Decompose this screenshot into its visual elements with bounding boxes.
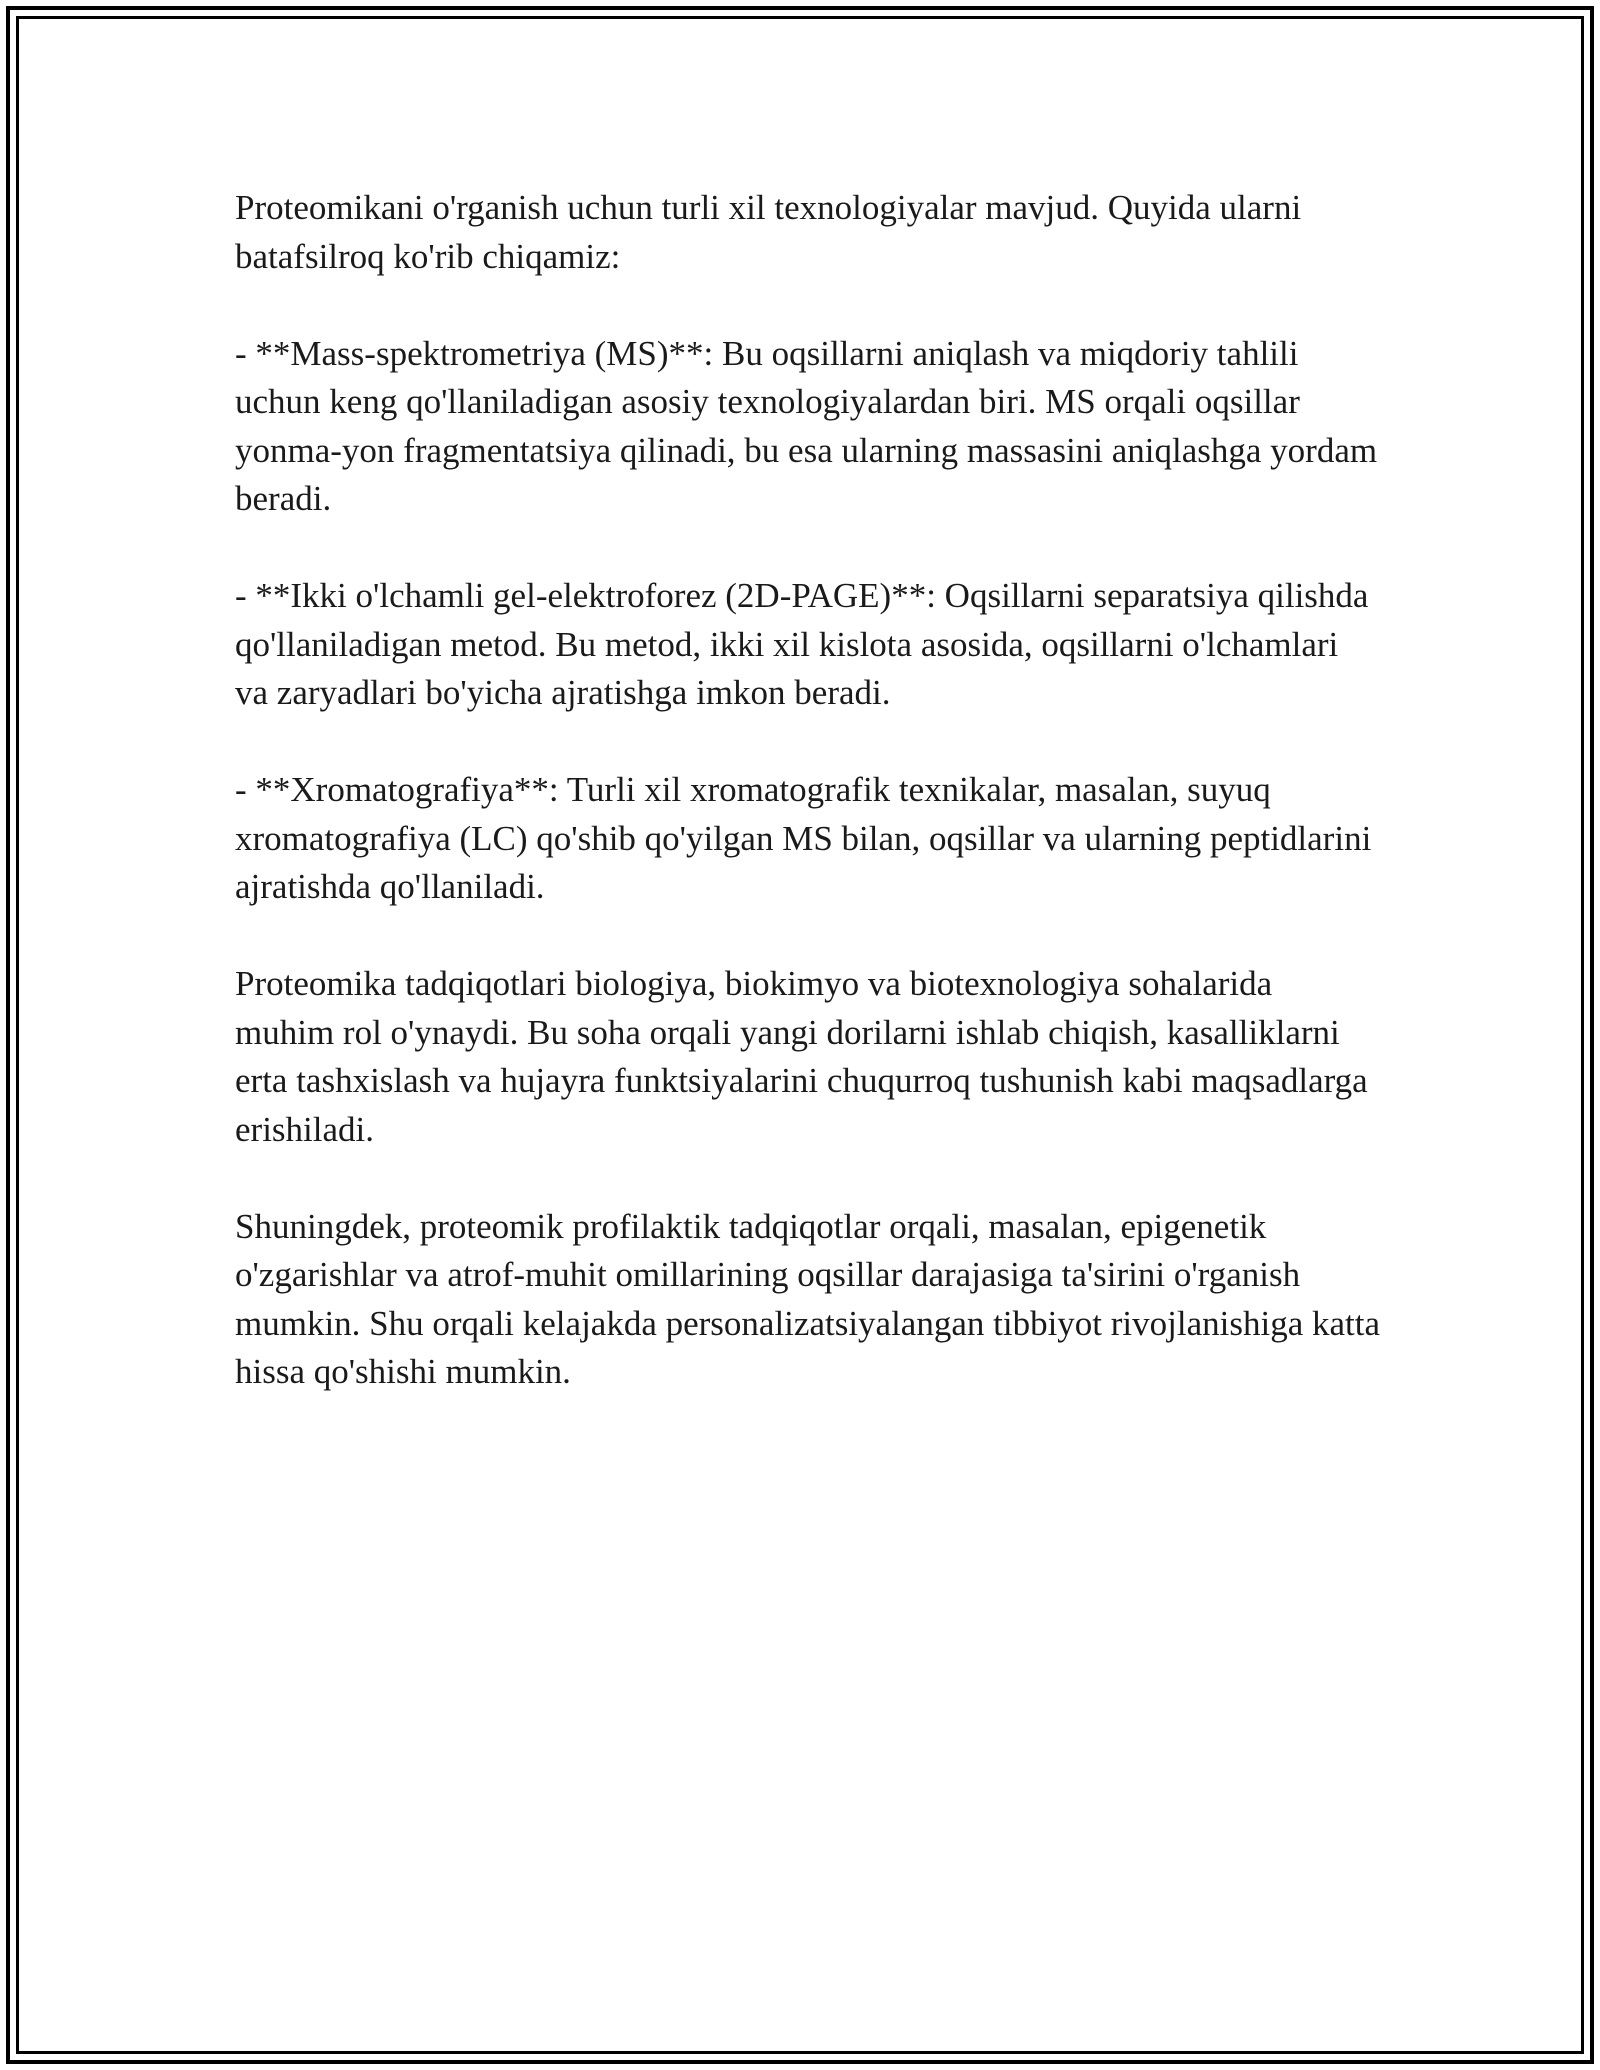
paragraph-mass-spectrometry: - **Mass-spektrometriya (MS)**: Bu oqsillarni aniqlash va miqdoriy tahlili uchun keng qo'llaniladigan asosiy texnologiyalardan biri. MS orqali oqsillar yonma-yon fragmentatsiya qilinadi, bu esa ularning massasini aniqlashga yordam beradi. — [235, 333, 1378, 518]
paragraph-chromatography: - **Xromatografiya**: Turli xil xromatografik texnikalar, masalan, suyuq xromatografiya (LC) qo'shib qo'yilgan MS bilan, oqsillar va ularning peptidlarini ajratishda qo'llaniladi. — [235, 770, 1372, 906]
document-body — [235, 184, 1380, 1445]
paragraph-intro: Proteomikani o'rganish uchun turli xil texnologiyalar mavjud. Quyida ularni batafsilroq ko'rib chiqamiz: — [235, 188, 1302, 276]
paragraph-applications: Proteomika tadqiqotlari biologiya, biokimyo va biotexnologiya sohalarida muhim rol o'ynaydi. Bu soha orqali yangi dorilarni ishlab chiqish, kasalliklarni erta tashxislash va hujayra funktsiyalarini chuqurroq tushunish kabi maqsadlarga erishiladi. — [235, 964, 1368, 1149]
paragraph-conclusion: Shuningdek, proteomik profilaktik tadqiqotlar orqali, masalan, epigenetik o'zgarishlar va atrof-muhit omillarining oqsillar darajasiga ta'sirini o'rganish mumkin. Shu orqali kelajakda personalizatsiyalangan tibbiyot rivojlanishiga katta hissa qo'shishi mumkin. — [235, 1206, 1381, 1391]
paragraph-2d-page: - **Ikki o'lchamli gel-elektroforez (2D-PAGE)**: Oqsillarni separatsiya qilishda qo'llaniladigan metod. Bu metod, ikki xil kislota asosida, oqsillarni o'lchamlari va zaryadlari bo'yicha ajratishga imkon beradi. — [235, 576, 1369, 712]
